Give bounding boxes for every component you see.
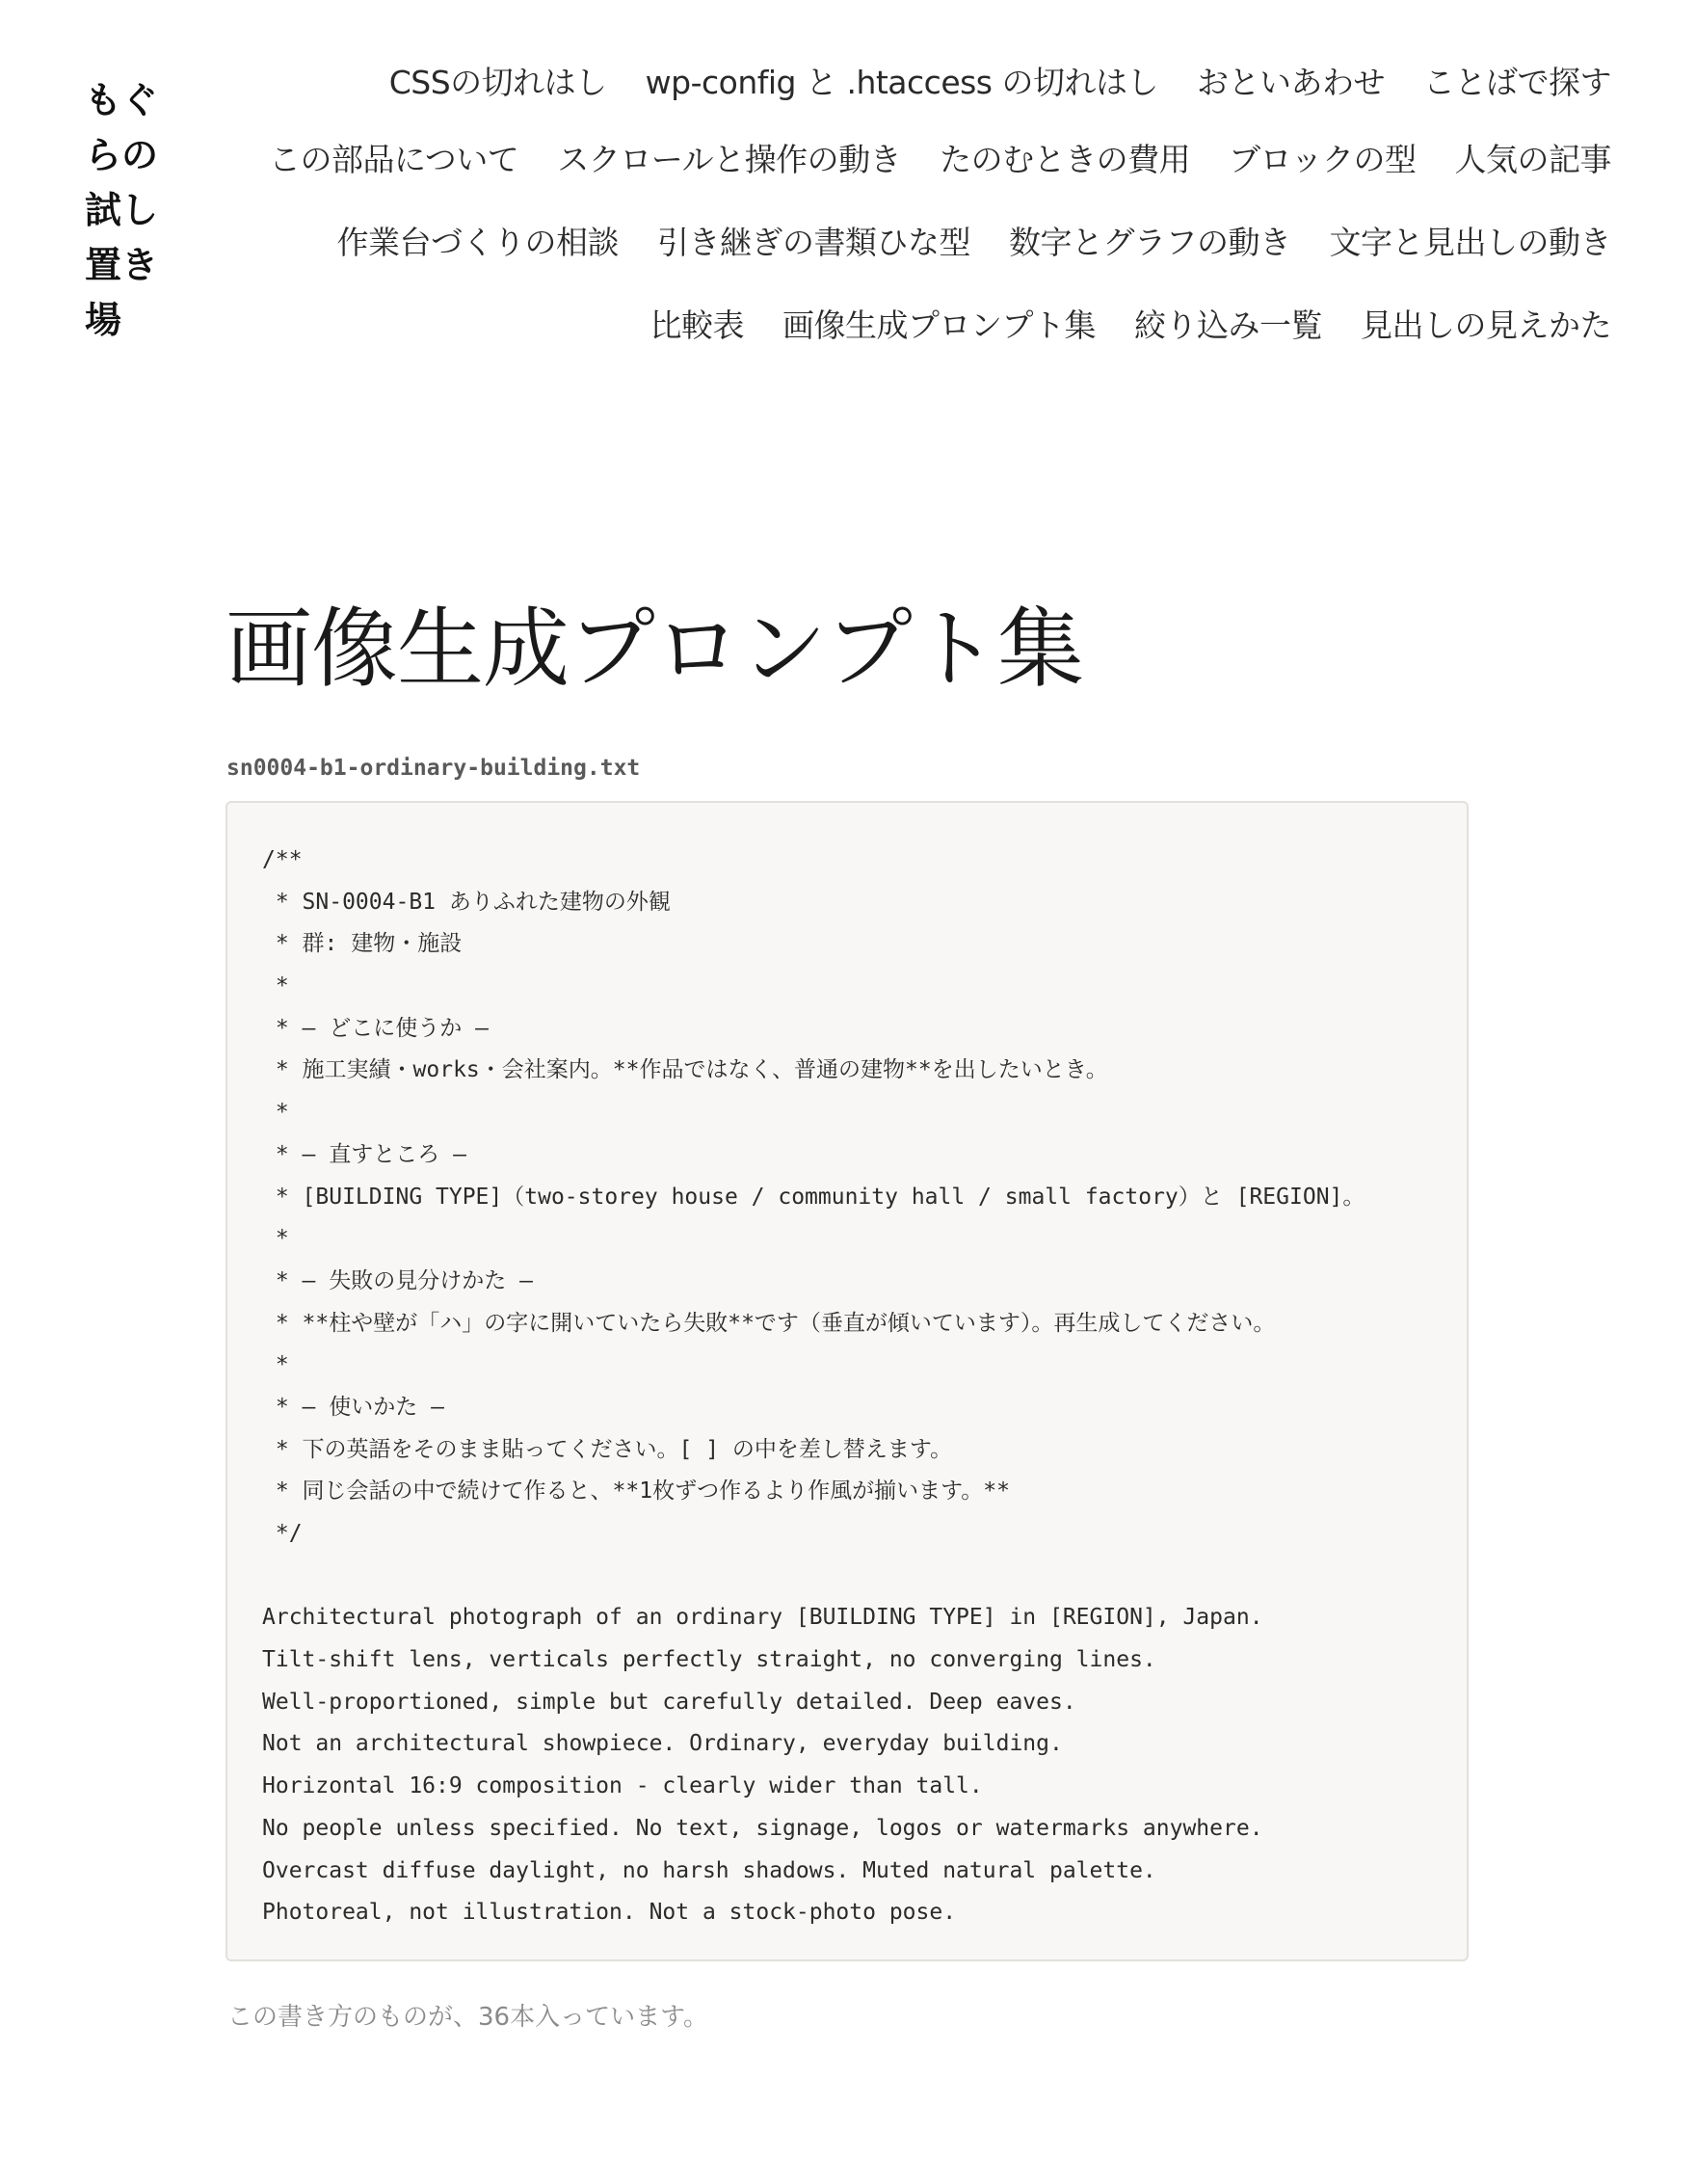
code-line: *	[262, 1100, 289, 1126]
code-line: Horizontal 16:9 composition - clearly wider than tall.	[262, 1773, 983, 1799]
nav-link[interactable]: wp-config と .htaccess の切れはし	[645, 64, 1158, 101]
site-title-line: 置き	[85, 244, 159, 286]
code-line: */	[262, 1521, 303, 1546]
footer-note: この書き方のものが、36本入っています。	[227, 2003, 709, 2032]
code-block[interactable]	[225, 801, 1469, 1961]
site-title-line: らの	[85, 134, 159, 176]
nav-link[interactable]: この部品について	[268, 140, 519, 178]
code-line: *	[262, 973, 289, 999]
code-line: * **柱や壁が「ハ」の字に開いていたら失敗**です（垂直が傾いています）。再生成してください。	[262, 1310, 1276, 1336]
code-line: Tilt-shift lens, verticals perfectly straight, no converging lines.	[262, 1647, 1156, 1673]
site-title[interactable]	[85, 73, 181, 348]
code-line	[262, 1556, 1432, 1598]
code-line: *	[262, 1352, 289, 1378]
code-line: Photoreal, not illustration. Not a stock-photo pose.	[262, 1900, 957, 1926]
nav-row	[212, 281, 1611, 364]
code-line: No people unless specified. No text, signage, logos or watermarks anywhere.	[262, 1815, 1263, 1841]
nav-link[interactable]: 作業台づくりの相談	[336, 223, 619, 261]
nav-link[interactable]: CSSの切れはし	[388, 64, 607, 101]
code-line: * 群: 建物・施設	[262, 931, 463, 957]
code-line: Overcast diffuse daylight, no harsh shadows. Muted natural palette.	[262, 1857, 1156, 1883]
code-line: * — 直すところ —	[262, 1141, 466, 1167]
nav-link[interactable]: 引き継ぎの書類ひな型	[657, 223, 970, 261]
code-line: Well-proportioned, simple but carefully detailed. Deep eaves.	[262, 1689, 1076, 1715]
nav-link[interactable]: 人気の記事	[1454, 140, 1611, 178]
code-line: * 同じ会話の中で続けて作ると、**1枚ずつ作るより作風が揃います。**	[262, 1478, 1010, 1505]
site-title-line: 試し	[85, 189, 159, 231]
nav-link[interactable]: 見出しの見えかた	[1361, 306, 1611, 344]
code-line: Not an architectural showpiece. Ordinary, everyday building.	[262, 1731, 1063, 1757]
nav-row	[212, 199, 1611, 281]
nav-link[interactable]: たのむときの費用	[940, 140, 1191, 178]
code-line: * — どこに使うか —	[262, 1015, 489, 1041]
nav-link[interactable]: おといあわせ	[1197, 64, 1385, 101]
nav-link[interactable]: スクロールと操作の動き	[557, 140, 902, 178]
nav-row	[212, 58, 1611, 116]
site-title-line: 場	[85, 299, 122, 341]
code-line: * [BUILDING TYPE]（two-storey house / community hall / small factory）と [REGION]。	[262, 1184, 1365, 1210]
nav-link[interactable]: ことばで探す	[1423, 64, 1611, 101]
file-name: sn0004-b1-ordinary-building.txt	[226, 756, 641, 781]
page-title: 画像生成プロンプト集	[225, 599, 1083, 700]
nav-link[interactable]: 画像生成プロンプト集	[782, 306, 1096, 344]
nav-link[interactable]: 文字と見出しの動き	[1329, 223, 1611, 261]
code-line: * — 失敗の見分けかた —	[262, 1267, 533, 1293]
main-nav	[212, 58, 1611, 364]
code-line: * 施工実績・works・会社案内。**作品ではなく、普通の建物**を出したいとき。	[262, 1057, 1108, 1083]
nav-link[interactable]: 絞り込み一覧	[1134, 306, 1322, 344]
code-line: *	[262, 1226, 289, 1252]
nav-row	[212, 116, 1611, 199]
site-title-line: もぐ	[85, 79, 159, 121]
nav-link[interactable]: ブロックの型	[1229, 140, 1417, 178]
code-line: * 下の英語をそのまま貼ってください。[ ] の中を差し替えます。	[262, 1436, 953, 1462]
code-line: * SN-0004-B1 ありふれた建物の外観	[262, 889, 671, 915]
nav-link[interactable]: 比較表	[649, 306, 744, 344]
code-line: * — 使いかた —	[262, 1394, 444, 1420]
code-line: /**	[262, 847, 303, 872]
nav-link[interactable]: 数字とグラフの動き	[1009, 223, 1291, 261]
code-line: Architectural photograph of an ordinary [BUILDING TYPE] in [REGION], Japan.	[262, 1605, 1263, 1631]
